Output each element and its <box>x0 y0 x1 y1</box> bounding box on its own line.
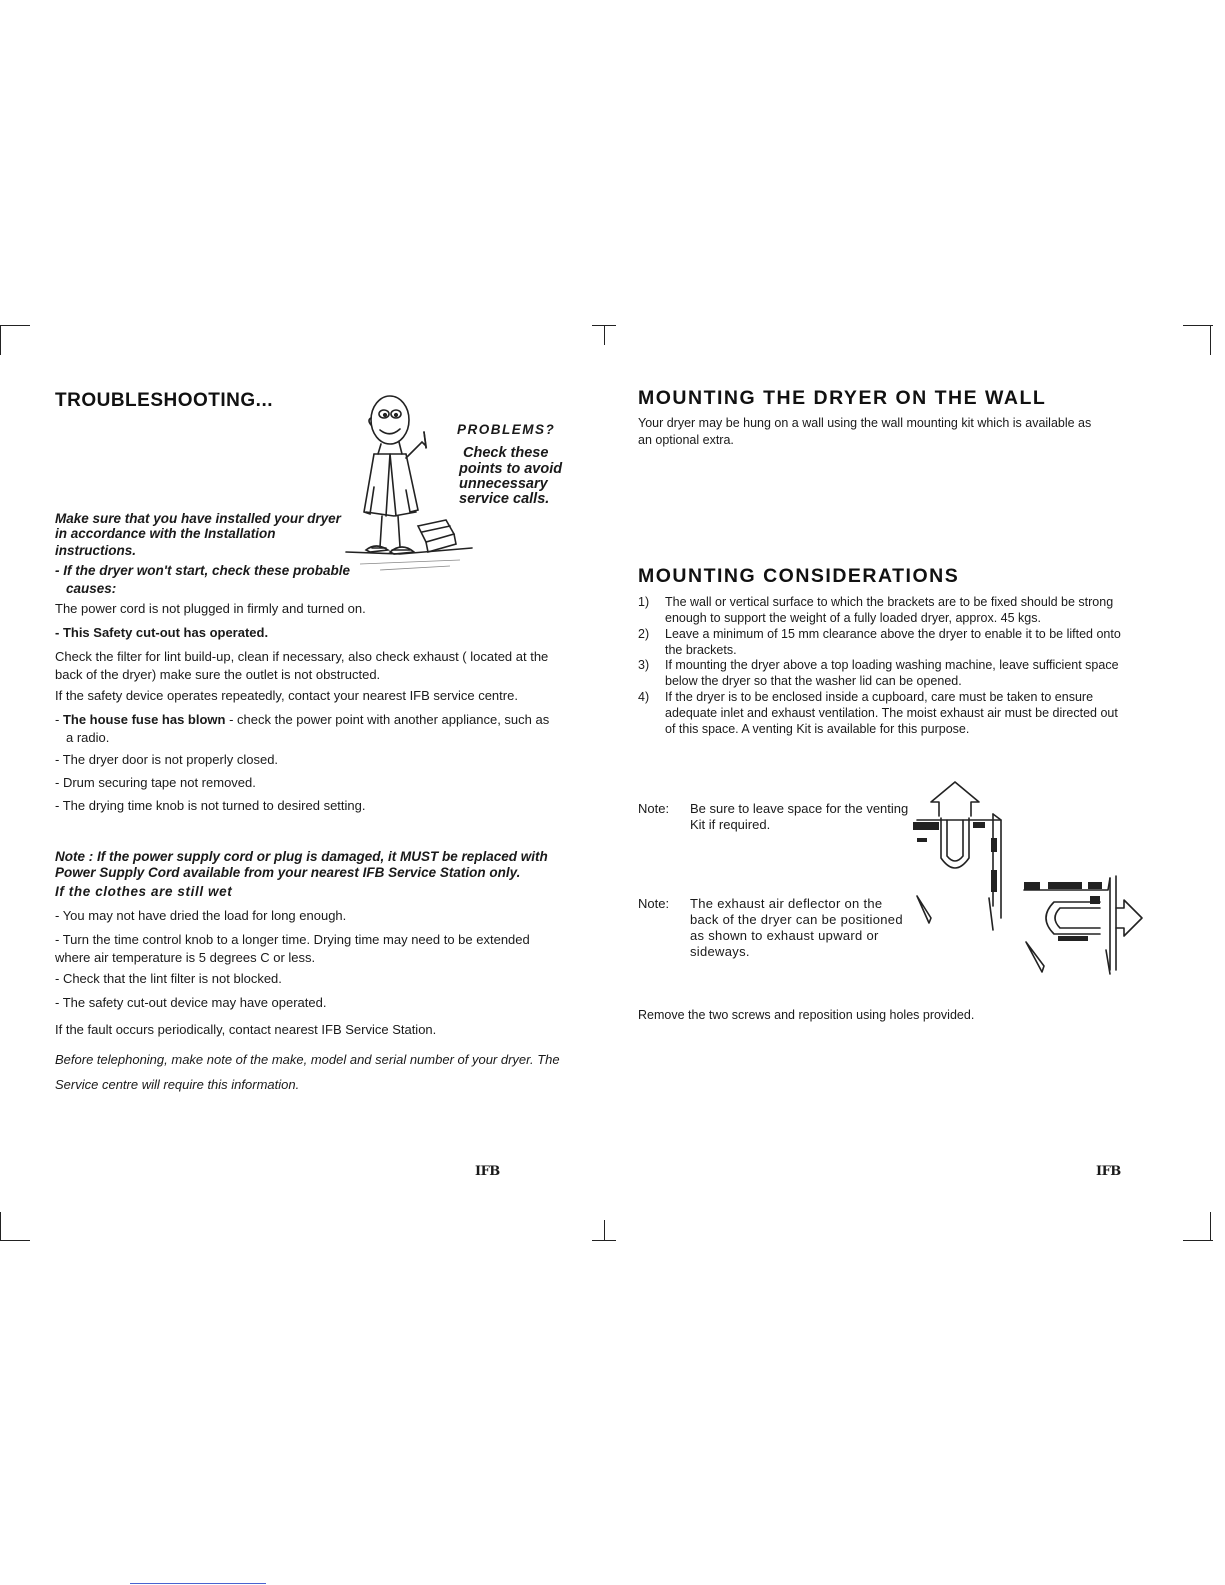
note-label: Note: <box>638 896 670 911</box>
list-text: the brackets. <box>665 643 737 657</box>
wont-start-heading: - If the dryer won't start, check these probable <box>55 563 351 578</box>
list-text: The wall or vertical surface to which the brackets are to be fixed should be strong <box>665 595 1114 609</box>
bottom-rule <box>130 1583 266 1584</box>
note-label: Note: <box>638 801 670 816</box>
cause-text: back of the dryer) make sure the outlet is not obstructed. <box>55 667 381 682</box>
callout-line: service calls. <box>459 491 550 507</box>
crop-mark <box>604 325 605 345</box>
cause-text: Check the filter for lint build-up, clean if necessary, also check exhaust ( located at the <box>55 649 549 664</box>
exhaust-upward-illustration <box>905 778 1015 938</box>
mounting-intro: an optional extra. <box>638 433 734 447</box>
note-text: Kit if required. <box>690 817 771 832</box>
list-item <box>638 690 1158 738</box>
before-text: Service centre will require this information. <box>55 1077 300 1092</box>
ifb-logo: IFB <box>1096 1164 1121 1179</box>
note-text: sideways. <box>690 944 750 959</box>
crop-mark <box>0 325 30 326</box>
cause-heading: - This Safety cut-out has operated. <box>55 625 269 640</box>
crop-mark <box>1210 325 1211 355</box>
list-text: enough to support the weight of a fully loaded dryer, approx. 45 kgs. <box>665 611 1041 625</box>
crop-mark <box>0 1240 30 1241</box>
fuse-text: - check the power point with another appliance, such as <box>225 712 550 727</box>
callout-line: Check these <box>463 445 549 461</box>
mounting-intro: Your dryer may be hung on a wall using the wall mounting kit which is available as <box>638 416 1092 430</box>
cause-text: The power cord is not plugged in firmly and turned on. <box>55 601 366 616</box>
callout-heading: PROBLEMS? <box>457 422 556 437</box>
wet-text: - Turn the time control knob to a longer time. Drying time may need to be extended <box>55 932 530 947</box>
wet-text: - The safety cut-out device may have operated. <box>55 995 327 1010</box>
note-text: back of the dryer can be positioned <box>690 912 903 927</box>
list-item <box>638 658 1158 690</box>
list-text: of this space. A venting Kit is available for this purpose. <box>665 722 970 736</box>
fuse-dash: - <box>55 712 63 727</box>
section-title-considerations: MOUNTING CONSIDERATIONS <box>638 565 960 587</box>
note-text: as shown to exhaust upward or <box>690 928 879 943</box>
intro-line: in accordance with the Installation <box>55 526 276 541</box>
list-text: If mounting the dryer above a top loading washing machine, leave sufficient space <box>665 658 1119 672</box>
crop-mark <box>1183 325 1213 326</box>
list-text: If the dryer is to be enclosed inside a cupboard, care must be taken to ensure <box>665 690 1094 704</box>
intro-line: Make sure that you have installed your dryer <box>55 511 341 526</box>
exhaust-sideways-illustration <box>1018 870 1148 980</box>
cause-text: - The drying time knob is not turned to desired setting. <box>55 798 366 813</box>
list-item <box>638 627 1158 659</box>
callout-line: unnecessary <box>459 476 548 492</box>
crop-mark <box>604 1220 605 1240</box>
list-text: adequate inlet and exhaust ventilation. The moist exhaust air must be directed out <box>665 706 1118 720</box>
note-cord: Note : If the power supply cord or plug is damaged, it MUST be replaced with <box>55 849 548 864</box>
note-text: Be sure to leave space for the venting <box>690 801 909 816</box>
fuse-heading: The house fuse has blown <box>62 712 226 727</box>
cause-text <box>55 712 549 728</box>
crop-mark <box>1210 1212 1211 1240</box>
crop-mark <box>0 325 1 355</box>
crop-mark <box>592 1240 616 1241</box>
list-item <box>638 595 1158 627</box>
list-number: 4) <box>638 690 650 704</box>
before-text: Before telephoning, make note of the make, model and serial number of your dryer. The <box>55 1052 560 1067</box>
ifb-logo: IFB <box>475 1164 500 1179</box>
fault-text: If the fault occurs periodically, contact nearest IFB Service Station. <box>55 1022 437 1037</box>
crop-mark <box>0 1212 1 1240</box>
note-text: The exhaust air deflector on the <box>690 896 883 911</box>
note-cord: Power Supply Cord available from your nearest IFB Service Station only. <box>55 865 521 880</box>
crop-mark <box>1183 1240 1213 1241</box>
cause-text: - Drum securing tape not removed. <box>55 775 256 790</box>
cause-text: - The dryer door is not properly closed. <box>55 752 279 767</box>
list-number: 3) <box>638 658 650 672</box>
wet-text: - Check that the lint filter is not blocked. <box>55 971 282 986</box>
list-number: 2) <box>638 627 650 641</box>
list-text: Leave a minimum of 15 mm clearance above the dryer to enable it to be lifted onto <box>665 627 1121 641</box>
cause-text: If the safety device operates repeatedly, contact your nearest IFB service centre. <box>55 688 518 703</box>
intro-line: instructions. <box>55 543 137 558</box>
remove-screws-text: Remove the two screws and reposition using holes provided. <box>638 1008 975 1022</box>
list-text: below the dryer so that the washer lid can be opened. <box>665 674 962 688</box>
wet-text: - You may not have dried the load for long enough. <box>55 908 347 923</box>
wet-text: where air temperature is 5 degrees C or less. <box>55 950 316 965</box>
page-title-troubleshooting: TROUBLESHOOTING... <box>55 390 273 411</box>
wont-start-heading: causes: <box>66 581 117 596</box>
list-number: 1) <box>638 595 650 609</box>
cause-text: a radio. <box>66 730 110 745</box>
page-title-mounting: MOUNTING THE DRYER ON THE WALL <box>638 387 1047 409</box>
callout-line: points to avoid <box>459 461 563 477</box>
wet-heading: If the clothes are still wet <box>55 884 233 899</box>
